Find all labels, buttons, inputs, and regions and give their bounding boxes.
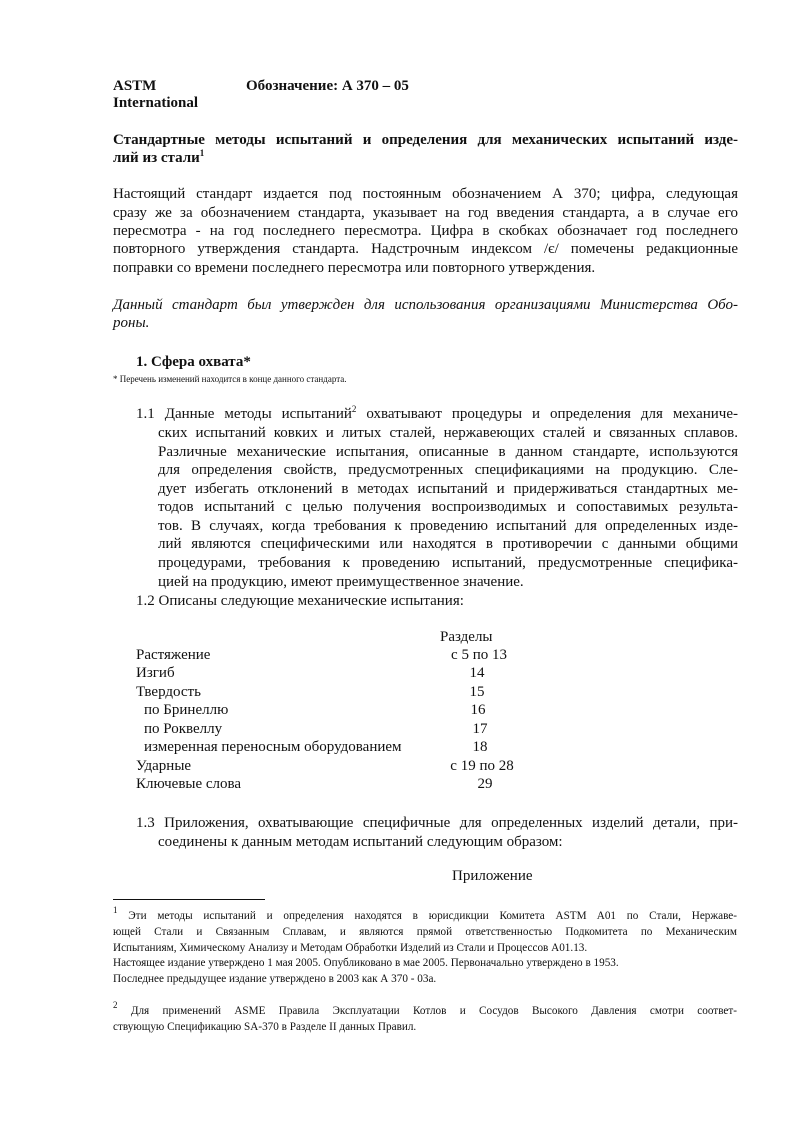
para-1-1-first bbox=[136, 405, 738, 423]
footnote-text: Эти методы испытаний и определения находятся в юрисдикции Комитета ASTM A01 по Стали, Нержаве- bbox=[117, 910, 737, 922]
doc-title: Стандартные методы испытаний и определения для механических испытаний изде- bbox=[113, 132, 738, 148]
table-row-section: 18 bbox=[472, 739, 488, 755]
para-line: цией на продукцию, имеют преимущественное значение. bbox=[158, 574, 524, 590]
footnote-line: Последнее предыдущее издание утверждено в 2003 как А 370 - 03а. bbox=[113, 973, 437, 985]
doc-title-text: лий из стали bbox=[113, 150, 200, 166]
footnote-ref: 2 bbox=[351, 404, 357, 414]
para-line: лий являются специфическими или находятся в противоречии с данными общими bbox=[158, 536, 738, 552]
table-row-section: с 19 по 28 bbox=[450, 758, 514, 774]
table-row-section: 29 bbox=[477, 776, 493, 792]
footnote-2 bbox=[113, 1000, 737, 1018]
para-1-3: 1.3 Приложения, охватывающие специфичные для определенных изделий детали, при- bbox=[136, 815, 738, 831]
changes-note: * Перечень изменений находится в конце данного стандарта. bbox=[113, 374, 347, 384]
para-line: соединены к данным методам испытаний следующим образом: bbox=[158, 834, 563, 850]
dod-note: Данный стандарт был утвержден для использования организациями Министерства Обо- bbox=[113, 297, 738, 313]
table-row-name: Растяжение bbox=[136, 647, 211, 663]
para-text: 1.1 Данные методы испытаний bbox=[136, 406, 352, 422]
footnote-ref: 1 bbox=[199, 148, 205, 158]
para-line: для определения свойств, предусмотренных спецификациями на продукцию. Сле- bbox=[158, 462, 738, 478]
footnote-line: Настоящее издание утверждено 1 мая 2005. Опубликовано в мае 2005. Первоначально утверждено в 1953. bbox=[113, 957, 619, 969]
intro-line: сразу же за обозначением стандарта, указывает на год введения стандарта, а в случае его bbox=[113, 205, 738, 221]
table-row-section: 16 bbox=[470, 702, 486, 718]
para-line: дует избегать отклонений в методах испытаний и придерживаться стандартных ме- bbox=[158, 481, 738, 497]
footnote-1 bbox=[113, 905, 737, 923]
designation: Обозначение: А 370 – 05 bbox=[246, 78, 409, 94]
para-line: ских испытаний ковких и литых сталей, нержавеющих сталей и связанных сплавов. bbox=[158, 425, 738, 441]
table-row-section: 14 bbox=[469, 665, 485, 681]
footnote-line: ющей Стали и Связанным Сплавам, и являются прямой ответственностью Подкомитета по Механическим bbox=[113, 926, 737, 938]
footnote-text: Для применений ASME Правила Эксплуатации Котлов и Сосудов Высокого Давления смотри соответ- bbox=[117, 1005, 737, 1017]
para-1-2: 1.2 Описаны следующие механические испытания: bbox=[136, 593, 464, 609]
org-name-line2: International bbox=[113, 95, 199, 111]
footnote-number: 1 bbox=[113, 905, 118, 915]
footnote-line: ствующую Спецификацию SA-370 в Разделе II данных Правил. bbox=[113, 1021, 417, 1033]
footnote-line: Испытаниям, Химическому Анализу и Методам Обработки Изделий из Стали и Процессов A01.13. bbox=[113, 942, 588, 954]
para-line: процедурами, требования к проведению испытаний, предусмотренные специфика- bbox=[158, 555, 738, 571]
table-row-section: с 5 по 13 bbox=[451, 647, 507, 663]
footnote-separator bbox=[113, 899, 265, 900]
para-text: охватывают процедуры и определения для механиче- bbox=[356, 406, 739, 422]
table-row-name: Ключевые слова bbox=[136, 776, 242, 792]
doc-title-line2 bbox=[113, 149, 204, 167]
table-row-name: измеренная переносным оборудованием bbox=[144, 739, 402, 755]
para-line: тов. В случаях, когда требования к проведению испытаний для определенных изде- bbox=[158, 518, 738, 534]
table-row-name: по Бринеллю bbox=[144, 702, 229, 718]
table-row-name: Твердость bbox=[136, 684, 201, 700]
table-row-section: 17 bbox=[472, 721, 488, 737]
table-header-sections: Разделы bbox=[440, 629, 493, 645]
intro-line: Настоящий стандарт издается под постоянным обозначением А 370; цифра, следующая bbox=[113, 186, 738, 202]
section-heading: 1. Сфера охвата* bbox=[136, 354, 251, 370]
table-row-name: Ударные bbox=[136, 758, 192, 774]
intro-line: повторного утверждения стандарта. Надстрочным индексом /є/ помечены редакционные bbox=[113, 241, 738, 257]
footnote-number: 2 bbox=[113, 1000, 118, 1010]
table-row-name: по Роквеллу bbox=[144, 721, 223, 737]
table-row-section: 15 bbox=[469, 684, 485, 700]
para-line: тодов испытаний с целью получения воспроизводимых и сопоставимых результа- bbox=[158, 499, 738, 515]
table-row-name: Изгиб bbox=[136, 665, 175, 681]
annex-header: Приложение bbox=[452, 868, 533, 884]
dod-note-line2: роны. bbox=[113, 315, 150, 331]
intro-line: поправки со времени последнего пересмотра или повторного утверждения. bbox=[113, 260, 596, 276]
intro-line: пересмотра - на год последнего пересмотра. Цифра в скобках обозначает год последнего bbox=[113, 223, 738, 239]
para-line: Различные механические испытания, описанные в данном стандарте, используются bbox=[158, 444, 738, 460]
org-name: ASTM bbox=[113, 78, 157, 94]
